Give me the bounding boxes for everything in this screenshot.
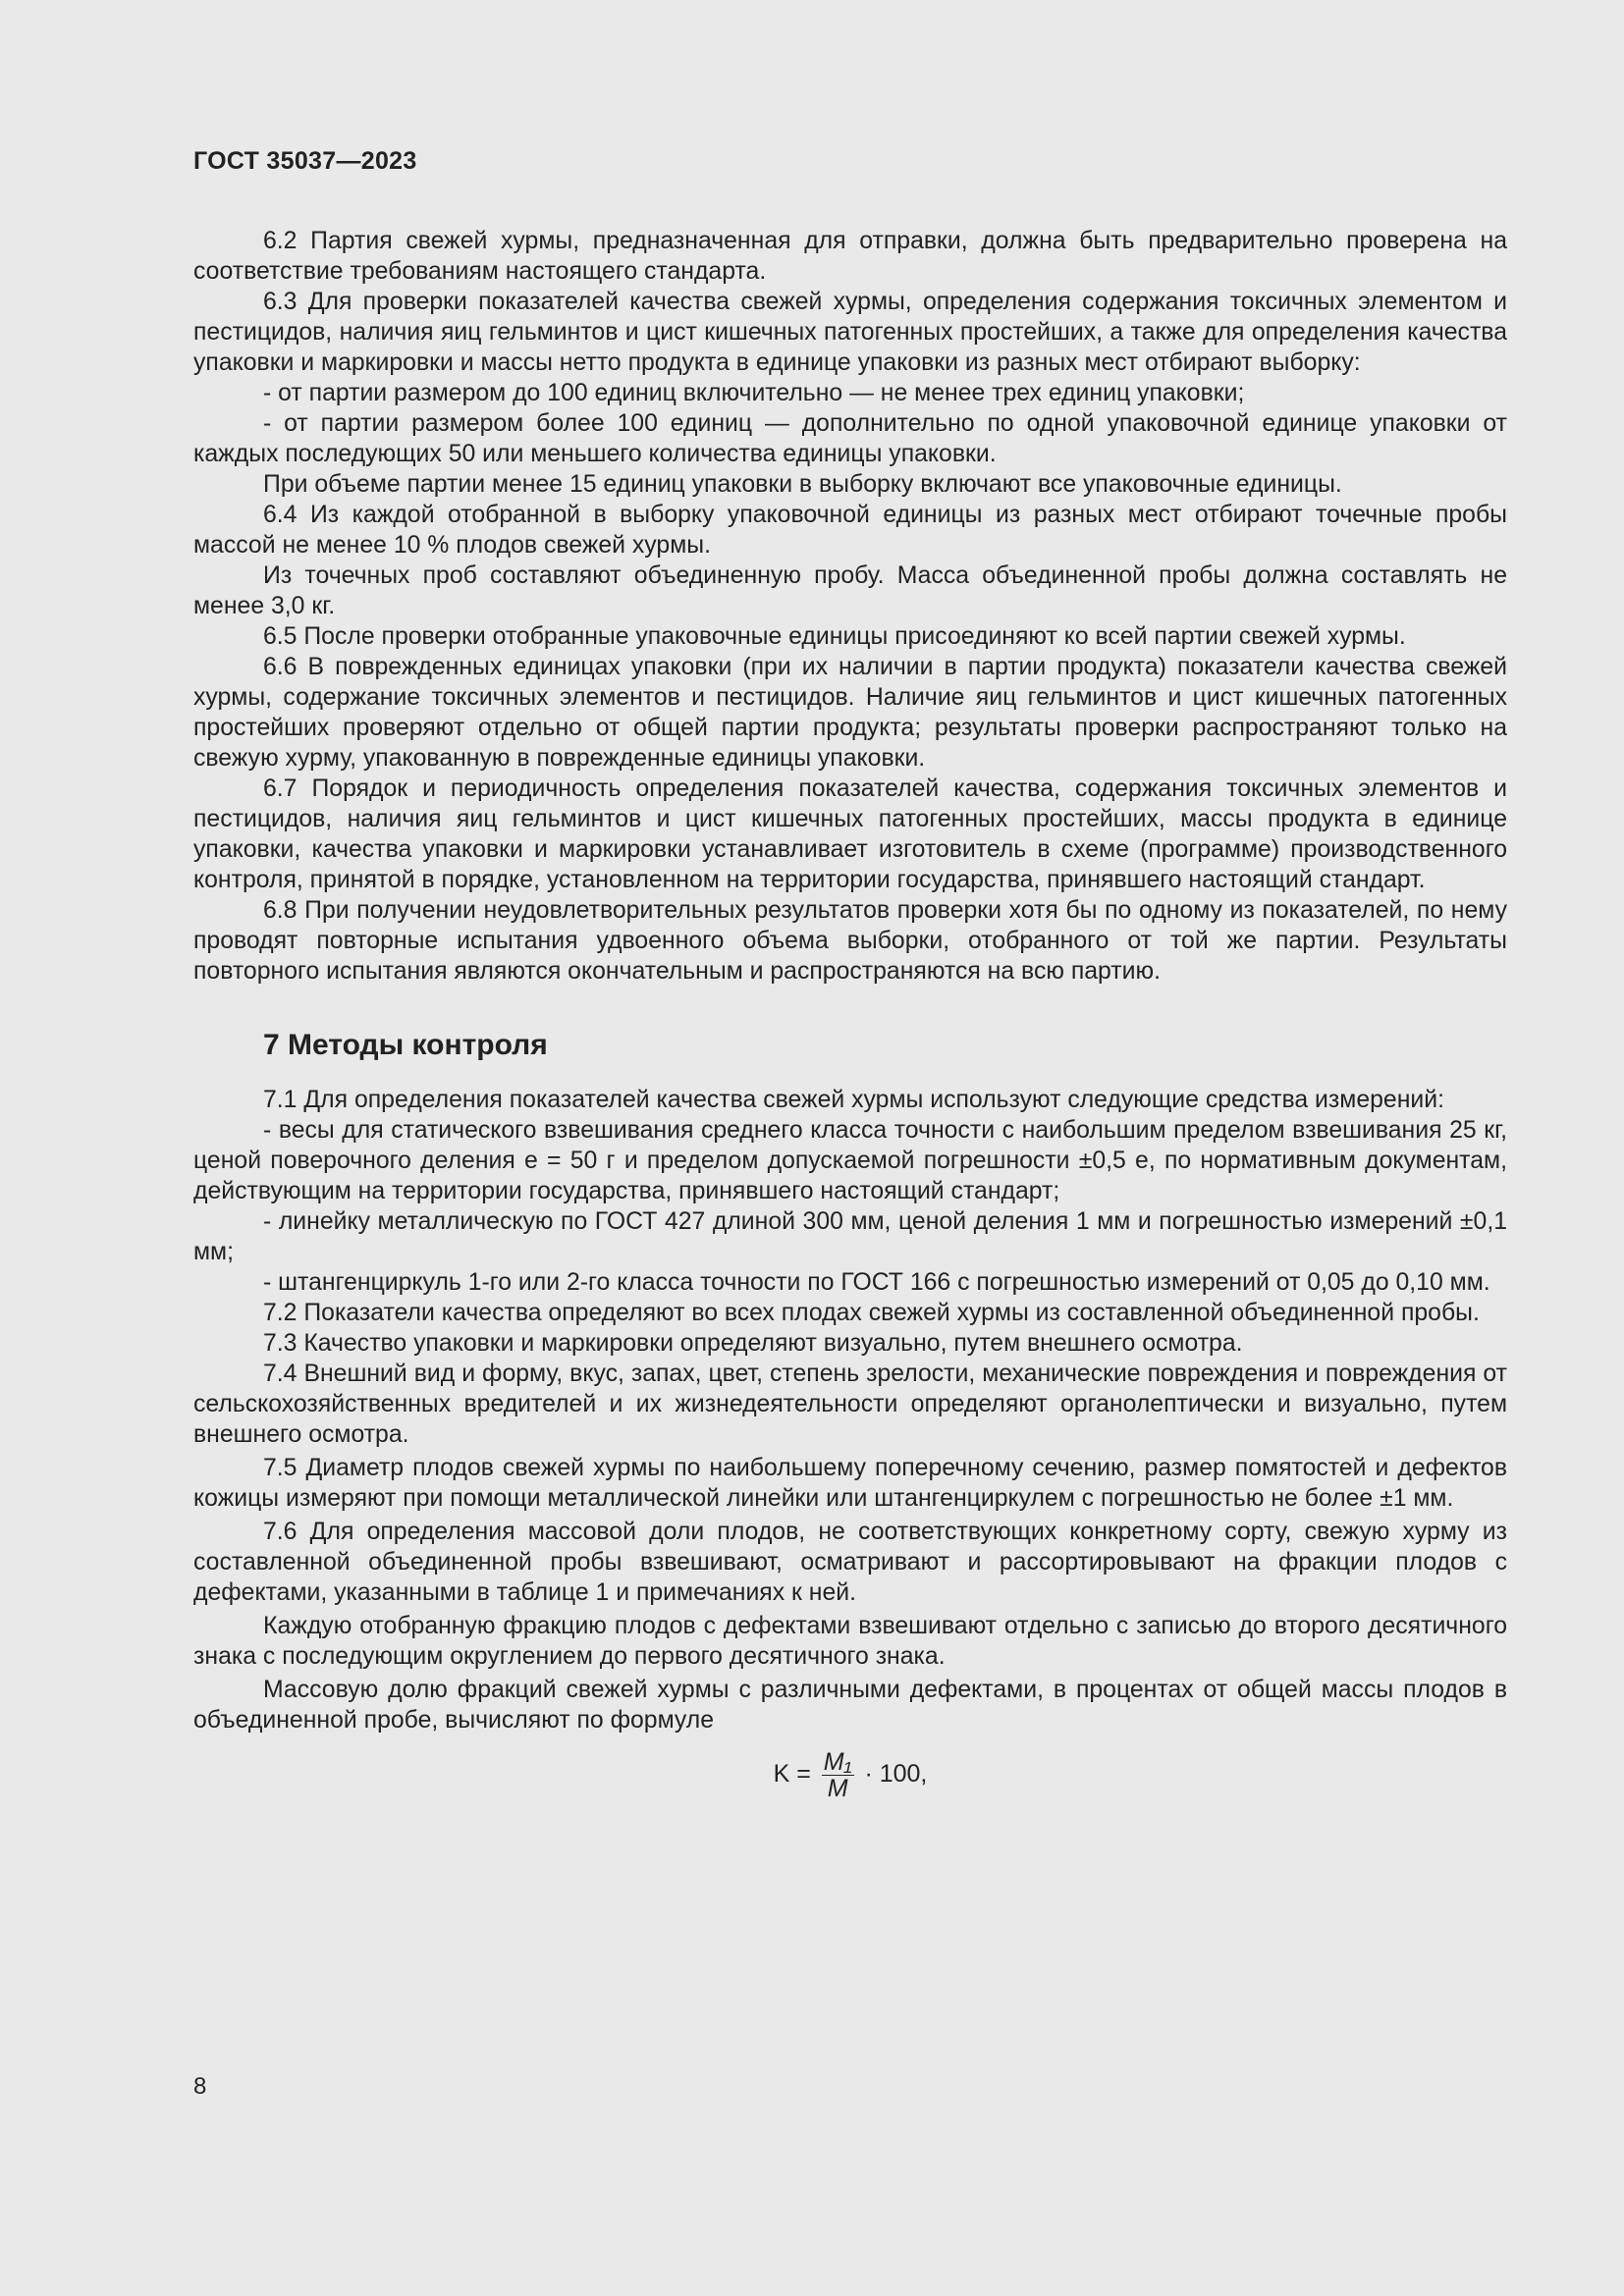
page-number: 8 — [193, 2073, 207, 2100]
formula-denominator: M — [827, 1775, 848, 1802]
paragraph-6-5: 6.5 После проверки отобранные упаковочные единицы присоединяют ко всей партии свежей хурмы. — [263, 623, 1406, 650]
paragraph-6-8: 6.8 При получении неудовлетворительных результатов проверки хотя бы по одному из показателей, по нему проводят повторные испытания удвоенного объема выборки, отобранного от той же партии. Результаты повторного испытания являются окончательным и распространяются на всю партию. — [193, 897, 1507, 985]
paragraph-6-3-note: При объеме партии менее 15 единиц упаковки в выборку включают все упаковочные единицы. — [263, 471, 1342, 498]
paragraph-6-3: 6.3 Для проверки показателей качества свежей хурмы, определения содержания токсичных элементом и пестицидов, наличия яиц гельминтов и цист кишечных патогенных простейших, а также для определения качества упаковки и маркировки и массы нетто продукта в единице упаковки из разных мест отбирают выборку: — [193, 289, 1507, 376]
document-body — [193, 226, 1507, 1801]
paragraph-6-4-continued: Из точечных проб составляют объединенную пробу. Масса объединенной пробы должна составлять не менее 3,0 кг. — [193, 562, 1507, 619]
formula-lhs: K = — [773, 1760, 811, 1789]
list-item: - штангенциркуль 1-го или 2-го класса точности по ГОСТ 166 с погрешностью измерений от 0,05 до 0,10 мм. — [263, 1269, 1490, 1296]
paragraph-7-2: 7.2 Показатели качества определяют во всех плодах свежей хурмы из составленной объединенной пробы. — [263, 1300, 1480, 1326]
list-item: - от партии размером до 100 единиц включительно — не менее трех единиц упаковки; — [263, 380, 1245, 406]
mass-fraction-formula — [193, 1749, 1507, 1801]
paragraph-7-5: 7.5 Диаметр плодов свежей хурмы по наибольшему поперечному сечению, размер помятостей и дефектов кожицы измеряют при помощи металлической линейки или штангенциркулем с погрешностью не более ±1 мм. — [193, 1455, 1507, 1512]
document-header: ГОСТ 35037—2023 — [193, 147, 417, 175]
list-item: - линейку металлическую по ГОСТ 427 длиной 300 мм, ценой деления 1 мм и погрешностью измерений ±0,1 мм; — [193, 1208, 1507, 1265]
paragraph-7-3: 7.3 Качество упаковки и маркировки определяют визуально, путем внешнего осмотра. — [263, 1330, 1243, 1357]
paragraph-7-6-formula-intro: Массовую долю фракций свежей хурмы с различными дефектами, в процентах от общей массы плодов в объединенной пробе, вычисляют по формуле — [193, 1677, 1507, 1734]
paragraph-7-1: 7.1 Для определения показателей качества свежей хурмы используют следующие средства измерений: — [263, 1087, 1444, 1113]
paragraph-7-6-continued: Каждую отобранную фракцию плодов с дефектами взвешивают отдельно с записью до второго десятичного знака с последующим округлением до первого десятичного знака. — [193, 1613, 1507, 1670]
paragraph-6-7: 6.7 Порядок и периодичность определения показателей качества, содержания токсичных элементов и пестицидов, наличия яиц гельминтов и цист кишечных патогенных простейших, массы продукта в единице упаковки, качества упаковки и маркировки устанавливает изготовитель в схеме (программе) производственного контроля, принятой в порядке, установленном на территории государства, принявшего настоящий стандарт. — [193, 775, 1507, 893]
formula-numerator: M₁ — [823, 1748, 852, 1776]
paragraph-7-6: 7.6 Для определения массовой доли плодов, не соответствующих конкретному сорту, свежую хурму из составленной объединенной пробы взвешивают, осматривают и рассортировывают на фракции плодов с дефектами, указанными в таблице 1 и примечаниях к ней. — [193, 1519, 1507, 1606]
formula-fraction — [822, 1749, 854, 1801]
paragraph-6-2: 6.2 Партия свежей хурмы, предназначенная для отправки, должна быть предварительно проверена на соответствие требованиям настоящего стандарта. — [193, 228, 1507, 285]
list-item: - весы для статического взвешивания среднего класса точности с наибольшим пределом взвешивания 25 кг, ценой поверочного деления е = 50 г и пределом допускаемой погрешности ±0,5 е, по нормативным документам, действующим на территории государства, принявшего настоящий стандарт; — [193, 1117, 1507, 1204]
paragraph-6-6: 6.6 В поврежденных единицах упаковки (при их наличии в партии продукта) показатели качества свежей хурмы, содержание токсичных элементов и пестицидов. Наличие яиц гельминтов и цист кишечных патогенных простейших проверяют отдельно от общей партии продукта; результаты проверки распространяют только на свежую хурму, упакованную в поврежденные единицы упаковки. — [193, 654, 1507, 772]
formula-rhs: · 100, — [864, 1760, 928, 1789]
list-item: - от партии размером более 100 единиц — дополнительно по одной упаковочной единице упаковки от каждых последующих 50 или меньшего количества единицы упаковки. — [193, 410, 1507, 467]
section-heading: 7 Методы контроля — [263, 1029, 548, 1061]
paragraph-7-4: 7.4 Внешний вид и форму, вкус, запах, цвет, степень зрелости, механические повреждения и повреждения от сельскохозяйственных вредителей и их жизнедеятельности определяют органолептически и визуально, путем внешнего осмотра. — [193, 1361, 1507, 1448]
paragraph-6-4: 6.4 Из каждой отобранной в выборку упаковочной единицы из разных мест отбирают точечные пробы массой не менее 10 % плодов свежей хурмы. — [193, 502, 1507, 559]
